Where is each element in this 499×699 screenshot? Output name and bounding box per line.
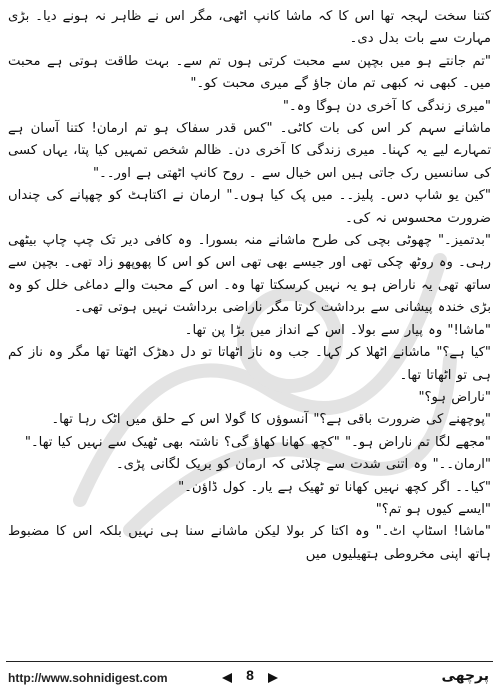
paragraph: "ماشا!" وہ پیار سے بولا۔ اس کے انداز میں بڑا پن تھا۔ — [184, 322, 491, 338]
paragraph: کتنا سخت لہجہ تھا اس کا کہ ماشا کانپ اٹھی، مگر اس نے ظاہر نہ ہونے دیا۔ بڑی مہارت سے بات بدل دی۔ — [8, 9, 491, 47]
paragraph: "ماشا! اسٹاپ اٹ۔" وہ اکتا کر بولا لیکن ماشانے سنا ہی نہیں بلکہ اس کا مضبوط ہاتھ اپنی مخروطی ہتھیلیوں میں — [8, 524, 491, 562]
paragraph: "میری زندگی کا آخری دن ہوگا وہ۔" — [282, 98, 491, 114]
right-ornament-icon — [268, 673, 278, 683]
page-number: 8 — [246, 667, 254, 683]
page-footer — [0, 665, 499, 695]
paragraph: "پوچھنے کی ضرورت باقی ہے؟" آنسوؤں کا گولا اس کے حلق میں اٹک رہا تھا۔ — [51, 412, 491, 428]
paragraph: "تم جانتے ہو میں بچپن سے محبت کرتی ہوں تم سے۔ بہت طاقت ہوتی ہے محبت میں۔ کبھی نہ کبھی تم مان جاؤ گے میری محبت کو۔" — [8, 53, 491, 92]
left-ornament-icon — [222, 673, 232, 683]
footer-divider — [6, 661, 493, 662]
paragraph: "بدتمیز۔" چھوٹی بچی کی طرح ماشانے منہ بسورا۔ وہ کافی دیر تک چپ چاپ بیٹھی رہی۔ وہ روٹھ چکی تھی اور جیسے بھی تھی اس کو اس کا پھوپھو زاد تھی۔ بچپن سے ساتھ تھی یہ ناراض ہو یہ نہیں کرسکتا تھا وہ۔ اس کے محبت والے دماغی خلل کو وہ بڑی خندہ پیشانی سے برداشت کرتا مگر ناراضی برداشت نہیں ہوتی تھی۔ — [8, 233, 491, 316]
story-text — [8, 6, 491, 651]
paragraph: "ایسے کیوں ہو تم؟" — [375, 501, 491, 517]
website-url: http://www.sohnidigest.com — [8, 671, 168, 685]
paragraph: ماشانے سہم کر اس کی بات کاٹی۔ "کس قدر سفاک ہو تم ارمان! کتنا آسان ہے تمہارے لیے یہ کہنا۔ میری زندگی کا آخری دن۔ ظالم شخص تمہیں کیا پتا، یہاں کسی کی سانسیں رک جاتی ہیں اس خیال سے ۔ روح کانپ اٹھتی ہے اور۔۔" — [8, 121, 491, 181]
paragraph: "ناراض ہو؟" — [418, 389, 491, 405]
paragraph: "کین یو شاپ دس۔ پلیز۔۔ میں پک کیا ہوں۔" ارمان نے اکتاہٹ کو چھپانے کی چنداں ضرورت محسوس نہ کی۔ — [8, 188, 491, 226]
paragraph: "ارمان۔۔" وہ اتنی شدت سے چلائی کہ ارمان کو بریک لگانی پڑی۔ — [115, 457, 491, 473]
paragraph: "کیا۔۔ اگر کچھ نہیں کھانا تو ٹھیک ہے یار۔ کول ڈاؤن۔" — [178, 479, 491, 495]
paragraph: "مجھے لگا تم ناراض ہو۔" "کچھ کھانا کھاؤ گی؟ ناشتہ بھی ٹھیک سے نہیں کیا تھا۔" — [24, 434, 491, 450]
paragraph: "کیا ہے؟" ماشانے اٹھلا کر کہا۔ جب وہ ناز اٹھاتا تو دل دھڑک اٹھتا تھا مگر وہ ناز کم ہی تو اٹھاتا تھا۔ — [8, 345, 491, 383]
story-title: پرچھی — [441, 668, 489, 684]
